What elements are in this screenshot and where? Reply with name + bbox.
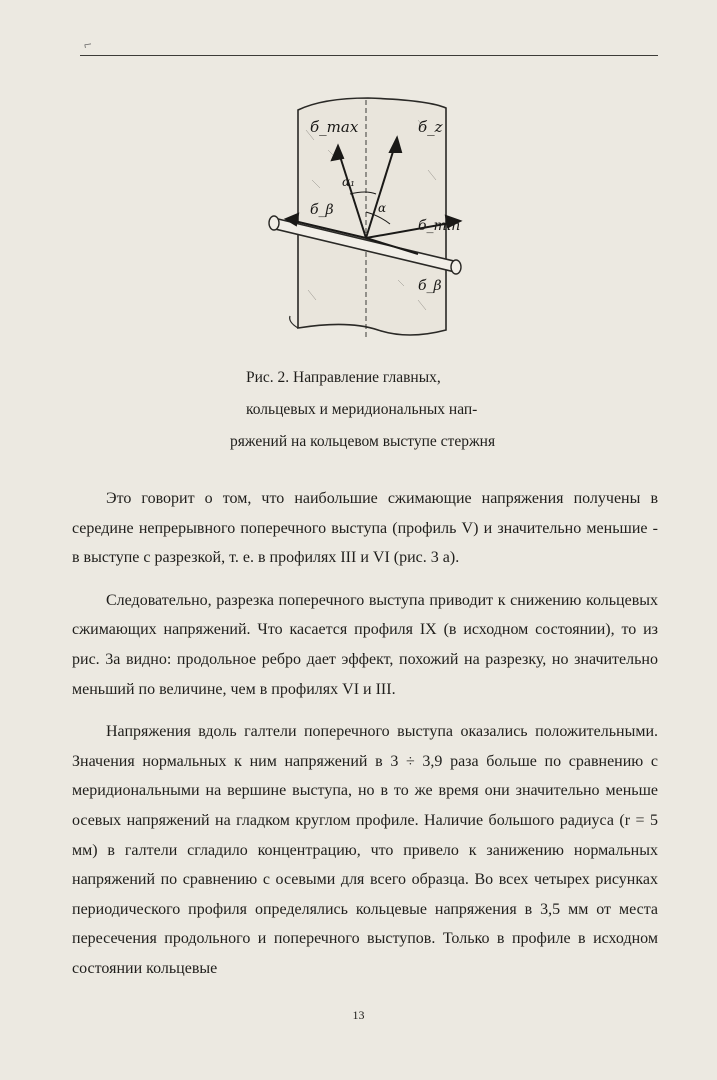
caption-line-1: Рис. 2. Направление главных, bbox=[246, 369, 441, 386]
figure-caption bbox=[230, 362, 590, 458]
page-number: 13 bbox=[352, 1008, 365, 1022]
ridge-left-end bbox=[269, 216, 279, 230]
paragraph-2: Следовательно, разрезка поперечного выступа приводит к снижению кольцевых сжимающих напряжений. Что касается профиля IX (в исходном состоянии), то из рис. 3а видно: продольное ребро дает эффект, похожий на разрезку, но значительно меньший по величине, чем в профилях VI и III. bbox=[72, 591, 658, 698]
label-sigma-max: б_max bbox=[310, 118, 359, 136]
header-rule bbox=[80, 55, 658, 56]
ridge-right-end bbox=[451, 260, 461, 274]
caption-line-3: ряжений на кольцевом выступе стержня bbox=[230, 433, 496, 450]
caption-line-2: кольцевых и меридиональных нап- bbox=[246, 401, 478, 418]
rod-end-curve bbox=[290, 316, 298, 328]
paragraph-1: Это говорит о том, что наибольшие сжимающие напряжения получены в середине непрерывного поперечного выступа (профиль V) и значительно меньшие - в выступе с разрезкой, т. е. в профилях III и VI (рис. 3 а). bbox=[72, 490, 658, 567]
label-sigma-z: б_z bbox=[418, 118, 443, 136]
rod-diagram-svg bbox=[268, 90, 468, 350]
label-sigma-beta-top: б_β bbox=[310, 202, 334, 218]
body-text bbox=[72, 484, 658, 997]
paragraph-3: Напряжения вдоль галтели поперечного выступа оказались положительными. Значения нормальных к ним напряжений в 3 ÷ 3,9 раза больше по сравнению с меридиональными на вершине выступа, но в то же время они значительно меньше осевых напряжений на гладком круглом профиле. Наличие большого радиуса (r = 5 мм) в галтели сгладило концентрацию, что привело к занижению нормальных напряжений по сравнению с осевыми для всего образца. Во всех четырех рисунках периодического профиля определялись кольцевые напряжения в 3,5 мм от места пересечения продольного и поперечного выступов. Только в профиле в исходном состоянии кольцевые bbox=[72, 723, 658, 977]
label-alpha: α bbox=[378, 201, 387, 215]
corner-mark: ⌐ bbox=[82, 37, 93, 54]
label-sigma-beta-bottom: б_β bbox=[418, 278, 442, 294]
figure-rod-stress-diagram bbox=[268, 90, 468, 350]
label-alpha1: α₁ bbox=[342, 175, 355, 189]
label-sigma-min: б_min bbox=[418, 218, 461, 234]
